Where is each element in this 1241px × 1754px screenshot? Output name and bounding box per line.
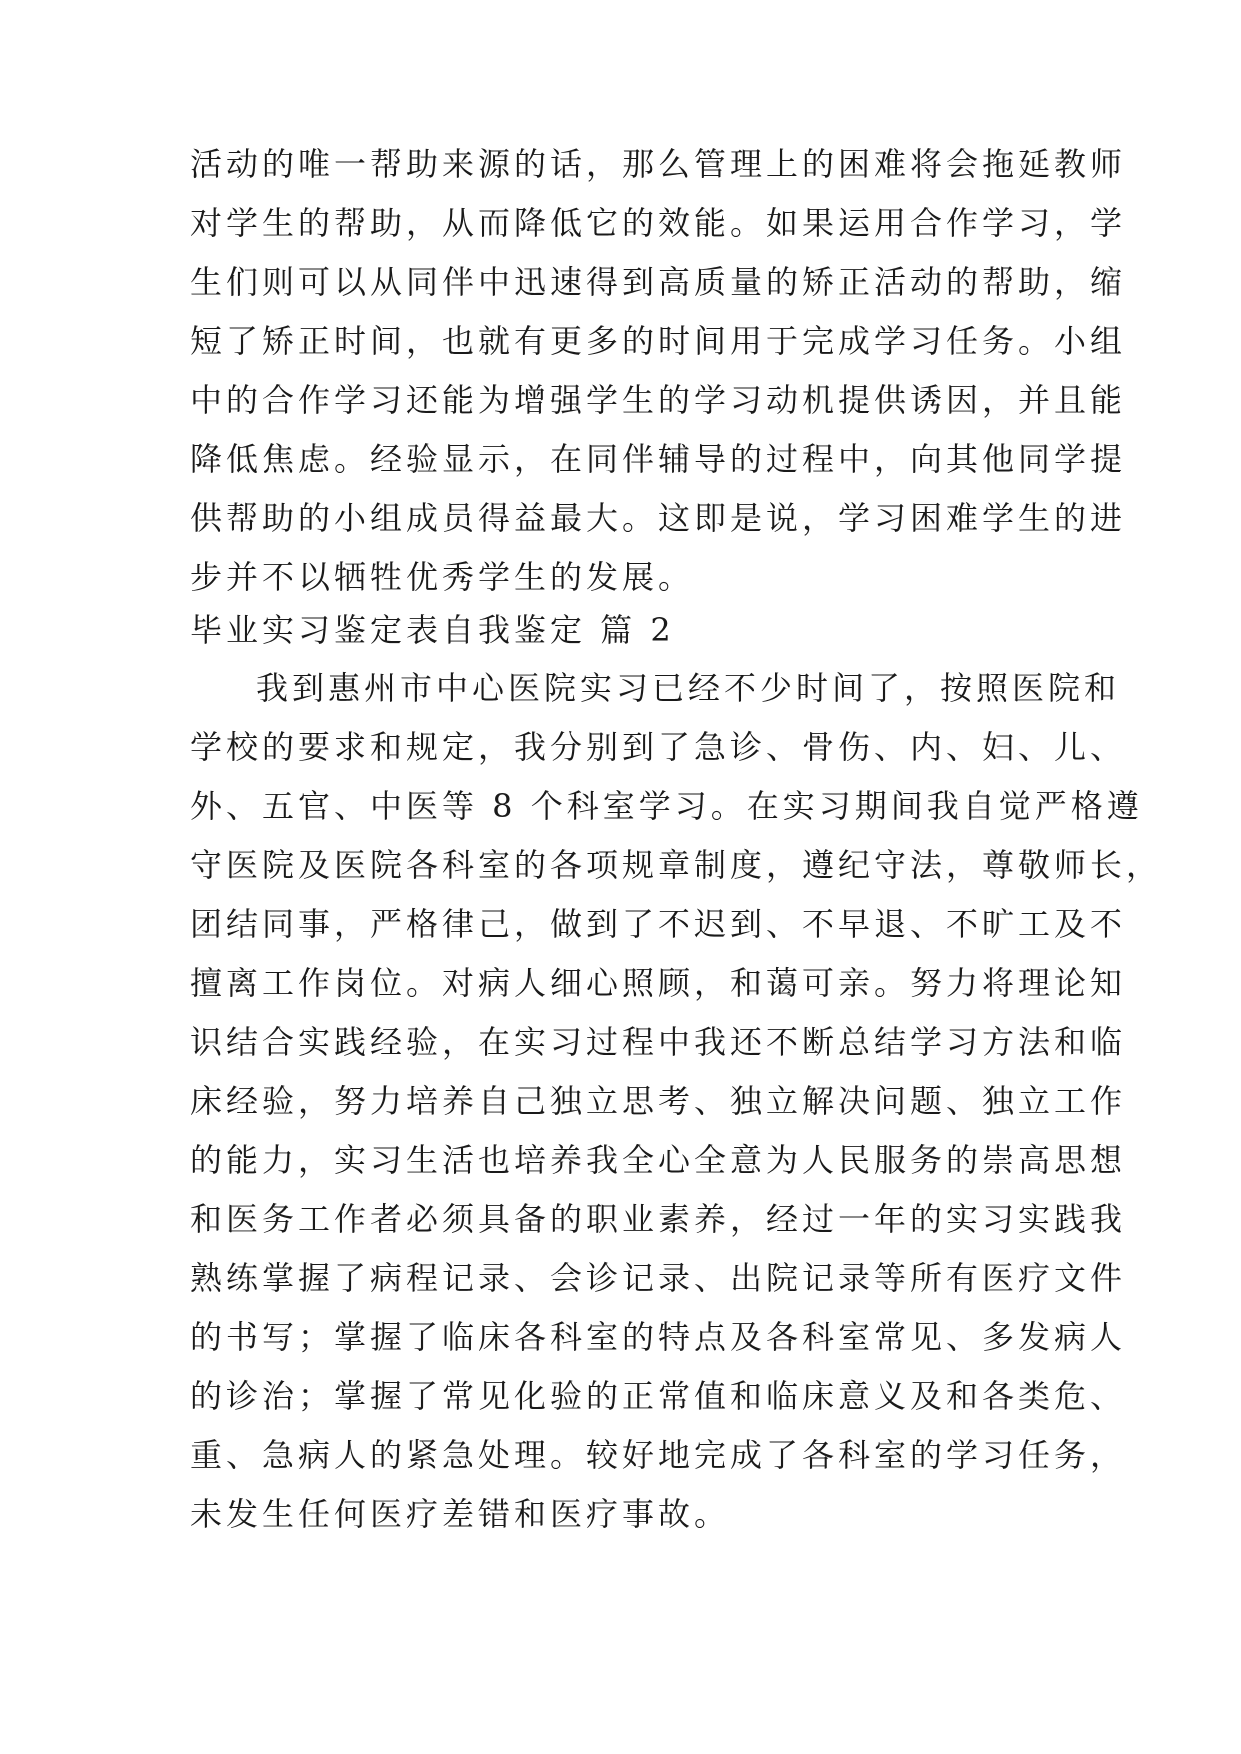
- text-line: 守医院及医院各科室的各项规章制度，遵纪守法，尊敬师长，: [190, 846, 1163, 884]
- text-line: 识结合实践经验，在实习过程中我还不断总结学习方法和临: [190, 1023, 1127, 1061]
- text-line: 未发生任何医疗差错和医疗事故。: [190, 1495, 731, 1533]
- text-line: 生们则可以从同伴中迅速得到高质量的矫正活动的帮助，缩: [190, 263, 1127, 301]
- text-line: 中的合作学习还能为增强学生的学习动机提供诱因，并且能: [190, 381, 1127, 419]
- text-line: 团结同事，严格律己，做到了不迟到、不早退、不旷工及不: [190, 905, 1127, 943]
- text-line: 的书写；掌握了临床各科室的特点及各科室常见、多发病人: [190, 1318, 1127, 1356]
- text-line: 降低焦虑。经验显示，在同伴辅导的过程中，向其他同学提: [190, 440, 1127, 478]
- text-line: 的诊治；掌握了常见化验的正常值和临床意义及和各类危、: [190, 1377, 1127, 1415]
- text-line: 重、急病人的紧急处理。较好地完成了各科室的学习任务，: [190, 1436, 1127, 1474]
- text-line: 和医务工作者必须具备的职业素养，经过一年的实习实践我: [190, 1200, 1127, 1238]
- text-line: 活动的唯一帮助来源的话，那么管理上的困难将会拖延教师: [190, 145, 1127, 183]
- text-line: 供帮助的小组成员得益最大。这即是说，学习困难学生的进: [190, 499, 1127, 537]
- text-line: 外、五官、中医等 8 个科室学习。在实习期间我自觉严格遵: [190, 787, 1143, 825]
- text-line: 对学生的帮助，从而降低它的效能。如果运用合作学习，学: [190, 204, 1127, 242]
- text-line: 擅离工作岗位。对病人细心照顾，和蔼可亲。努力将理论知: [190, 964, 1127, 1002]
- text-line: 我到惠州市中心医院实习已经不少时间了，按照医院和: [256, 669, 1121, 707]
- text-line: 步并不以牺牲优秀学生的发展。: [190, 558, 695, 596]
- text-line: 短了矫正时间，也就有更多的时间用于完成学习任务。小组: [190, 322, 1127, 360]
- text-line: 的能力，实习生活也培养我全心全意为人民服务的崇高思想: [190, 1141, 1127, 1179]
- section-heading: 毕业实习鉴定表自我鉴定 篇 2: [190, 611, 675, 649]
- text-line: 熟练掌握了病程记录、会诊记录、出院记录等所有医疗文件: [190, 1259, 1127, 1297]
- text-line: 床经验，努力培养自己独立思考、独立解决问题、独立工作: [190, 1082, 1127, 1120]
- text-line: 学校的要求和规定，我分别到了急诊、骨伤、内、妇、儿、: [190, 728, 1127, 766]
